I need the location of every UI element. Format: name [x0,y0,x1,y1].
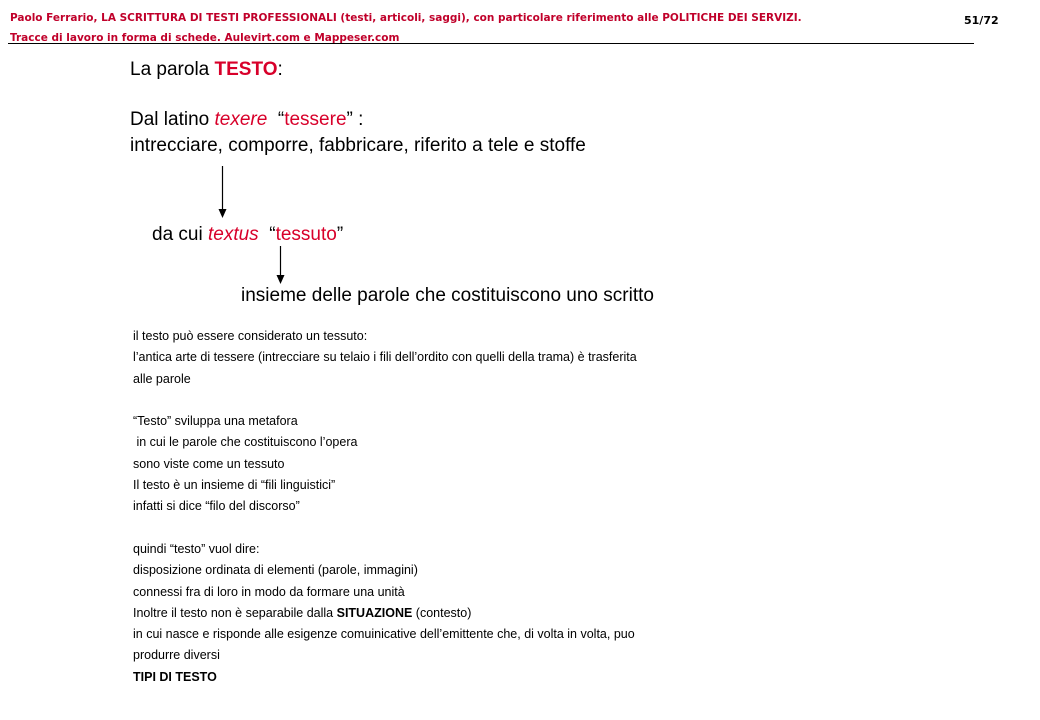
etymology-meaning: tessere [284,109,347,130]
body-line: quindi “testo” vuol dire: [133,541,260,556]
down-arrow-2 [273,246,289,286]
page-title [130,57,283,83]
derivation-meaning: tessuto [275,224,337,245]
body-line: in cui le parole che costituiscono l’opera [133,435,358,450]
body-line: disposizione ordinata di elementi (parole, immagini) [133,563,418,578]
etymology-latin: texere [214,109,268,130]
body-line: Il testo è un insieme di “fili linguistici” [133,478,336,493]
body-line: sono viste come un tessuto [133,456,285,471]
situazione-suffix: (contesto) [412,605,472,620]
derivation-line [152,222,343,248]
body-line: infatti si dice “filo del discorso” [133,499,300,514]
etymology-line-2: intrecciare, comporre, fabbricare, riferito a tele e stoffe [130,135,586,156]
title-suffix: : [277,59,283,80]
body-line: il testo può essere considerato un tessuto: [133,329,368,343]
title-prefix: La parola [130,59,215,80]
situazione-prefix: Inoltre il testo non è separabile dalla [133,605,337,620]
derivation-latin: textus [207,224,259,245]
document-header [10,8,840,48]
body-line: “Testo” sviluppa una metafora [133,414,298,429]
header-divider [8,43,974,44]
header-line-1: Paolo Ferrario, LA SCRITTURA DI TESTI PROFESSIONALI (testi, articoli, saggi), con particolare riferimento alle POLITICHE DEI SERVIZI. [10,12,802,24]
body-line: alle parole [133,371,191,386]
body-line [133,390,753,411]
definition-line: insieme delle parole che costituiscono uno scritto [241,285,654,306]
derivation-quote-close: ” [336,224,344,245]
body-line: produrre diversi [133,648,220,663]
body-line: l’antica arte di tessere (intrecciare su telaio i fili dell’ordito con quelli della trama) è trasferita [133,350,637,365]
down-arrow-1 [215,166,231,220]
etymology-quote-open: “ [267,109,285,130]
situazione-bold: SITUAZIONE [336,605,413,620]
situazione-line [133,603,753,624]
title-word: TESTO [214,59,278,80]
etymology-prefix: Dal latino [130,109,215,130]
etymology-line-1 [130,107,363,133]
body-text [133,326,753,688]
etymology-quote-close: ” : [346,109,364,130]
derivation-quote-open: “ [258,224,276,245]
body-line [133,518,753,539]
tipi-di-testo: TIPI DI TESTO [133,669,217,684]
body-line: connessi fra di loro in modo da formare una unità [133,584,405,599]
body-line: in cui nasce e risponde alle esigenze comuinicative dell’emittente che, di volta in volta, puo [133,627,635,642]
derivation-prefix: da cui [152,224,208,245]
header-line-2: Tracce di lavoro in forma di schede. Aulevirt.com e Mappeser.com [10,32,400,44]
page-number: 51/72 [964,14,999,27]
